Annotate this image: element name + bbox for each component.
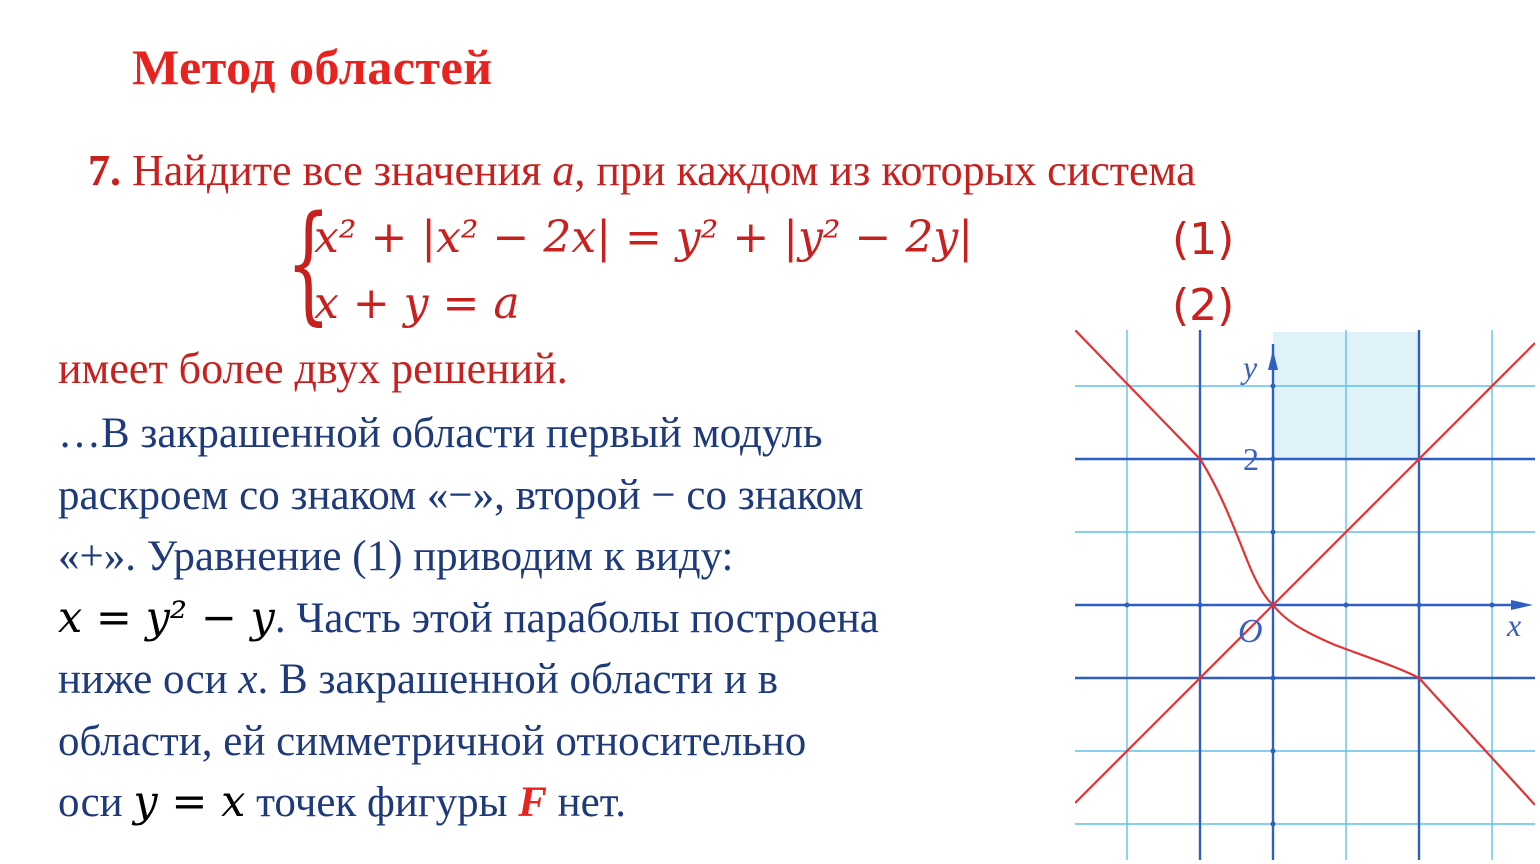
page-title: Метод областей bbox=[132, 39, 493, 95]
equation-1-number: (1) bbox=[1172, 214, 1235, 265]
explanation-line-5-a: ниже оси bbox=[58, 656, 239, 703]
explanation-line-5 bbox=[58, 649, 1048, 711]
explanation-line-7-c: нет. bbox=[546, 779, 627, 826]
problem-var-a: a bbox=[552, 146, 575, 195]
problem-text-before: Найдите все значения bbox=[121, 146, 553, 195]
origin-label: O bbox=[1238, 613, 1263, 650]
explanation-line-2: раскроем со знаком «−», второй − со знаком bbox=[58, 471, 864, 519]
symmetry-axis-formula: y = x bbox=[133, 777, 246, 827]
tick-label-2: 2 bbox=[1243, 441, 1259, 477]
coordinate-graph bbox=[1075, 330, 1535, 860]
axis-x-reference: x bbox=[238, 656, 258, 703]
figure-F-label: F bbox=[518, 779, 547, 826]
explanation-line-5-b: . В закрашенной области и в bbox=[257, 656, 779, 703]
explanation-line-4 bbox=[58, 588, 1048, 650]
problem-text-after: , при каждом из которых система bbox=[574, 146, 1196, 195]
equation-2: x + y = a bbox=[314, 278, 520, 329]
problem-tail: имеет более двух решений. bbox=[58, 344, 568, 393]
explanation-line-4-text: . Часть этой параболы построена bbox=[274, 594, 879, 642]
explanation bbox=[58, 403, 1048, 834]
explanation-line-1: …В закрашенной области первый модуль bbox=[58, 410, 823, 457]
x-axis-label: x bbox=[1507, 607, 1522, 643]
system-brace: { bbox=[286, 189, 331, 338]
equation-2-number: (2) bbox=[1172, 280, 1235, 331]
parabola-formula: x = y² − y bbox=[58, 592, 275, 643]
explanation-line-7-a: оси bbox=[58, 779, 134, 826]
explanation-line-7 bbox=[58, 772, 1048, 834]
explanation-line-7-b: точек фигуры bbox=[245, 779, 519, 826]
explanation-line-6: области, ей симметричной относительно bbox=[58, 717, 807, 765]
equation-1: x² + |x² − 2x| = y² + |y² − 2y| bbox=[314, 212, 974, 263]
problem-statement bbox=[88, 145, 1196, 196]
explanation-line-3: «+». Уравнение (1) приводим к виду: bbox=[58, 533, 734, 580]
y-axis-label: y bbox=[1243, 349, 1258, 385]
problem-number: 7. bbox=[88, 146, 121, 195]
